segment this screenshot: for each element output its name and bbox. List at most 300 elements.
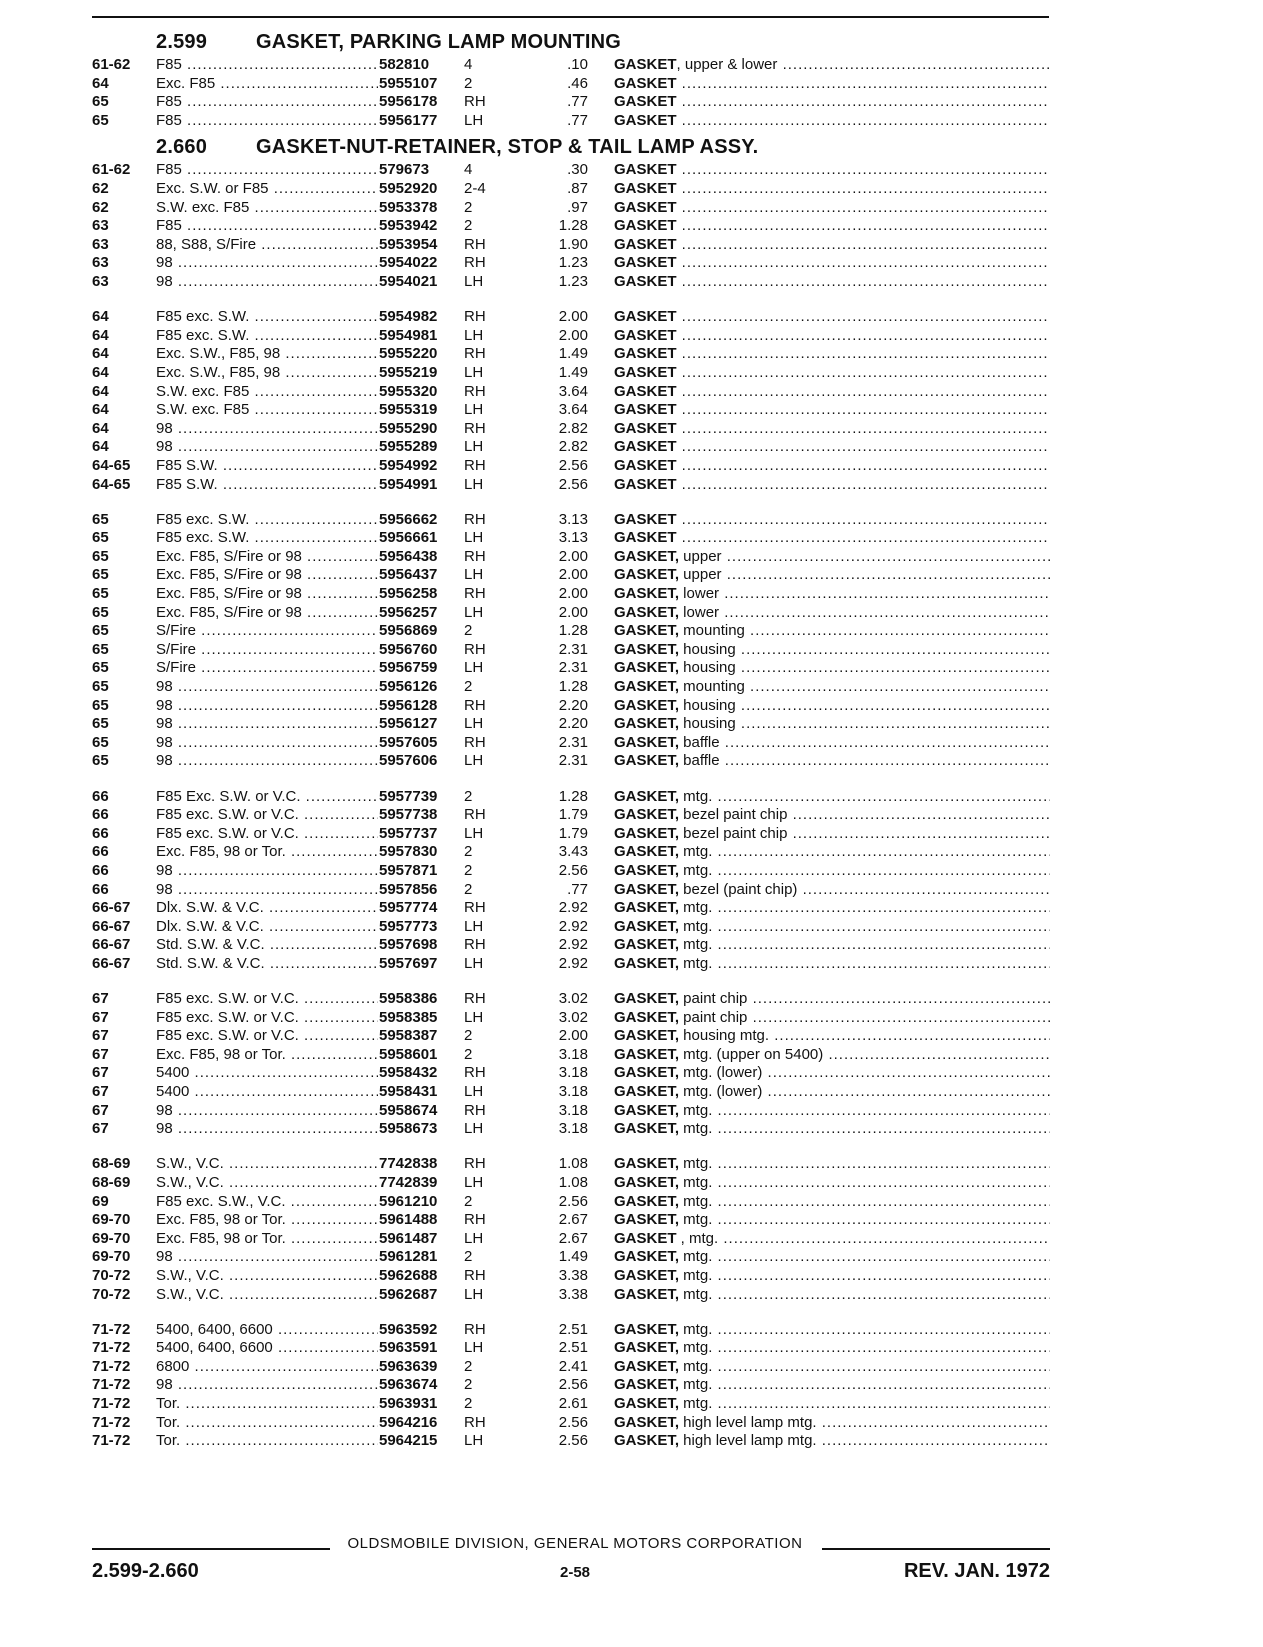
quantity-cell: 2 bbox=[464, 861, 473, 879]
description-bold: GASKET, bbox=[614, 936, 680, 954]
description-text: housing bbox=[679, 659, 736, 677]
quantity-cell: 2 bbox=[464, 1376, 473, 1394]
description-cell bbox=[614, 456, 1050, 475]
part-number-cell: 5962687 bbox=[379, 1285, 438, 1303]
description-bold: GASKET, bbox=[614, 752, 680, 770]
price-cell: 1.28 bbox=[558, 217, 588, 235]
year-cell: 64 bbox=[92, 345, 109, 363]
description-cell bbox=[614, 1119, 1050, 1138]
price-cell: 1.23 bbox=[558, 254, 588, 272]
description-text: mtg. bbox=[679, 954, 713, 972]
year-cell: 64 bbox=[92, 363, 109, 381]
description-cell bbox=[614, 547, 1050, 566]
part-number-cell: 5963592 bbox=[379, 1320, 438, 1338]
model-cell: 98 ..... bbox=[156, 696, 378, 715]
model-cell: Exc. F85, 98 or Tor. ..... bbox=[156, 1210, 378, 1229]
description-text: housing bbox=[679, 640, 736, 658]
model-cell: Exc. F85, 98 or Tor. ..... bbox=[156, 1045, 378, 1064]
model-cell: Tor. ..... bbox=[156, 1413, 378, 1432]
description-bold: GASKET, bbox=[614, 547, 680, 565]
part-number-cell: 5964215 bbox=[379, 1432, 438, 1450]
quantity-cell: RH bbox=[464, 990, 486, 1007]
description-text: upper bbox=[679, 547, 722, 565]
part-number-cell: 5954982 bbox=[379, 308, 438, 326]
footer-revision: REV. JAN. 1972 bbox=[903, 1560, 1050, 1582]
description-bold: GASKET bbox=[614, 273, 677, 290]
description-bold: GASKET, bbox=[614, 787, 680, 805]
part-number-cell: 5955290 bbox=[379, 419, 438, 437]
year-cell: 63 bbox=[92, 273, 109, 290]
part-number-cell: 5954992 bbox=[379, 456, 438, 474]
part-number-cell: 5957856 bbox=[379, 880, 438, 898]
description-cell bbox=[614, 824, 1050, 843]
price-cell: 2.92 bbox=[558, 917, 588, 935]
year-cell: 66 bbox=[92, 824, 109, 842]
description-bold: GASKET bbox=[614, 529, 677, 547]
description-text: paint chip bbox=[679, 1008, 748, 1026]
section-title bbox=[156, 133, 758, 161]
description-bold: GASKET, bbox=[614, 1395, 680, 1412]
price-cell: 2.56 bbox=[558, 1432, 588, 1450]
price-cell: 2.82 bbox=[558, 419, 588, 437]
price-cell: 2.20 bbox=[558, 696, 588, 714]
quantity-cell: LH bbox=[464, 363, 484, 381]
price-cell: 1.49 bbox=[558, 345, 588, 363]
year-cell: 64 bbox=[92, 438, 109, 456]
quantity-cell: LH bbox=[464, 326, 484, 344]
quantity-cell: RH bbox=[464, 345, 486, 363]
price-cell: 3.18 bbox=[558, 1064, 588, 1082]
model-cell: 88, S88, S/Fire ..... bbox=[156, 235, 378, 254]
model-cell: F85 exc. S.W., V.C. ..... bbox=[156, 1192, 378, 1211]
price-cell: 2.56 bbox=[558, 1376, 588, 1394]
description-bold: GASKET bbox=[614, 180, 677, 197]
description-text: paint chip bbox=[679, 990, 748, 1007]
year-cell: 64-65 bbox=[92, 456, 131, 474]
year-cell: 64 bbox=[92, 401, 109, 419]
model-cell: 98 ..... bbox=[156, 880, 378, 899]
description-bold: GASKET bbox=[614, 363, 677, 381]
part-number-cell: 5964216 bbox=[379, 1413, 438, 1431]
year-cell: 65 bbox=[92, 566, 109, 584]
description-cell bbox=[614, 272, 1050, 291]
footer-rule-left bbox=[92, 1548, 330, 1550]
description-bold: GASKET, bbox=[614, 1192, 680, 1210]
description-text: mtg. (lower) bbox=[679, 1083, 763, 1100]
year-cell: 65 bbox=[92, 585, 109, 602]
quantity-cell: LH bbox=[464, 917, 484, 935]
description-cell bbox=[614, 658, 1050, 677]
year-cell: 65 bbox=[92, 603, 109, 621]
price-cell: 2.00 bbox=[558, 308, 588, 326]
model-cell: 98 ..... bbox=[156, 253, 378, 272]
description-cell bbox=[614, 1357, 1050, 1376]
quantity-cell: LH bbox=[464, 529, 484, 547]
year-cell: 71-72 bbox=[92, 1376, 131, 1394]
description-text: mtg. bbox=[679, 1248, 713, 1266]
price-cell: 2.00 bbox=[558, 585, 588, 602]
model-cell: F85 ..... bbox=[156, 160, 378, 179]
part-number-cell: 5962688 bbox=[379, 1266, 438, 1284]
part-number-cell: 5956257 bbox=[379, 603, 438, 621]
year-cell: 65 bbox=[92, 752, 109, 770]
description-bold: GASKET, bbox=[614, 659, 680, 677]
quantity-cell: 2 bbox=[464, 622, 473, 640]
description-cell bbox=[614, 842, 1050, 861]
part-number-cell: 5957605 bbox=[379, 733, 438, 751]
model-cell: Exc. F85 ..... bbox=[156, 74, 378, 93]
price-cell: .10 bbox=[567, 56, 588, 73]
part-number-cell: 5956438 bbox=[379, 547, 438, 565]
year-cell: 68-69 bbox=[92, 1173, 131, 1191]
description-cell bbox=[614, 677, 1050, 696]
year-cell: 64 bbox=[92, 382, 109, 400]
description-bold: GASKET bbox=[614, 254, 677, 272]
quantity-cell: LH bbox=[464, 752, 484, 770]
part-number-cell: 5961281 bbox=[379, 1248, 438, 1266]
quantity-cell: 2 bbox=[464, 880, 473, 898]
part-number-cell: 5961488 bbox=[379, 1211, 438, 1229]
section-heading: GASKET-NUT-RETAINER, STOP & TAIL LAMP ASSY. bbox=[256, 136, 759, 159]
description-text: mtg. (lower) bbox=[679, 1064, 763, 1082]
price-cell: 2.00 bbox=[558, 326, 588, 344]
description-cell bbox=[614, 1413, 1050, 1432]
model-cell: F85 S.W. ..... bbox=[156, 456, 378, 475]
description-bold: GASKET, bbox=[614, 861, 680, 879]
price-cell: 3.02 bbox=[558, 1008, 588, 1026]
year-cell: 68-69 bbox=[92, 1155, 131, 1173]
part-number-cell: 5956128 bbox=[379, 696, 438, 714]
description-bold: GASKET bbox=[614, 161, 677, 179]
description-bold: GASKET, bbox=[614, 1248, 680, 1266]
section-number: 2.599 bbox=[156, 31, 208, 53]
description-cell bbox=[614, 55, 1050, 74]
model-cell: Exc. F85, S/Fire or 98 ..... bbox=[156, 584, 378, 603]
description-bold: GASKET, bbox=[614, 622, 680, 640]
part-number-cell: 5956760 bbox=[379, 640, 438, 658]
part-number-cell: 5957871 bbox=[379, 861, 438, 879]
model-cell: F85 ..... bbox=[156, 111, 378, 130]
price-cell: 3.02 bbox=[558, 990, 588, 1007]
year-cell: 65 bbox=[92, 93, 109, 111]
description-cell bbox=[614, 751, 1050, 770]
description-bold: GASKET, bbox=[614, 1357, 680, 1375]
description-text: housing mtg. bbox=[679, 1027, 770, 1045]
quantity-cell: RH bbox=[464, 733, 486, 751]
price-cell: 3.38 bbox=[558, 1285, 588, 1303]
quantity-cell: 2 bbox=[464, 678, 473, 695]
description-text: mtg. bbox=[679, 861, 713, 879]
model-cell: 6800 ..... bbox=[156, 1357, 378, 1376]
description-bold: GASKET bbox=[614, 308, 677, 326]
description-cell bbox=[614, 1045, 1050, 1064]
price-cell: 2.56 bbox=[558, 861, 588, 879]
year-cell: 63 bbox=[92, 254, 109, 272]
year-cell: 66 bbox=[92, 806, 109, 824]
quantity-cell: RH bbox=[464, 1155, 486, 1173]
price-cell: 2.82 bbox=[558, 438, 588, 456]
part-number-cell: 579673 bbox=[379, 161, 430, 179]
description-text: mtg. bbox=[679, 1211, 713, 1229]
part-number-cell: 582810 bbox=[379, 56, 430, 73]
description-bold: GASKET, bbox=[614, 824, 680, 842]
quantity-cell: LH bbox=[464, 1008, 484, 1026]
description-text: upper bbox=[679, 566, 722, 584]
year-cell: 66 bbox=[92, 861, 109, 879]
model-cell: 98 ..... bbox=[156, 751, 378, 770]
description-bold: GASKET, bbox=[614, 954, 680, 972]
description-cell bbox=[614, 880, 1050, 899]
description-cell bbox=[614, 1338, 1050, 1357]
price-cell: 3.18 bbox=[558, 1083, 588, 1100]
model-cell: Tor. ..... bbox=[156, 1431, 378, 1450]
part-number-cell: 5963931 bbox=[379, 1395, 438, 1412]
quantity-cell: LH bbox=[464, 715, 484, 733]
part-number-cell: 5955219 bbox=[379, 363, 438, 381]
quantity-cell: 2 bbox=[464, 74, 473, 92]
model-cell: F85 exc. S.W. ..... bbox=[156, 510, 378, 529]
part-number-cell: 7742838 bbox=[379, 1155, 438, 1173]
year-cell: 65 bbox=[92, 696, 109, 714]
year-cell: 67 bbox=[92, 1064, 109, 1082]
description-cell bbox=[614, 92, 1050, 111]
year-cell: 62 bbox=[92, 180, 109, 197]
quantity-cell: RH bbox=[464, 93, 486, 111]
description-text: mtg. bbox=[679, 936, 713, 954]
description-cell bbox=[614, 1375, 1050, 1394]
part-number-cell: 5958431 bbox=[379, 1083, 438, 1100]
model-cell: 5400 ..... bbox=[156, 1082, 378, 1101]
part-number-cell: 5957698 bbox=[379, 936, 438, 954]
description-cell bbox=[614, 621, 1050, 640]
year-cell: 71-72 bbox=[92, 1320, 131, 1338]
description-bold: GASKET, bbox=[614, 1008, 680, 1026]
part-number-cell: 5956662 bbox=[379, 510, 438, 528]
price-cell: 2.20 bbox=[558, 715, 588, 733]
model-cell: Tor. ..... bbox=[156, 1394, 378, 1413]
model-cell: F85 S.W. ..... bbox=[156, 475, 378, 494]
description-cell bbox=[614, 326, 1050, 345]
top-rule bbox=[92, 16, 1049, 18]
model-cell: F85 exc. S.W. ..... bbox=[156, 528, 378, 547]
model-cell: 98 ..... bbox=[156, 437, 378, 456]
part-number-cell: 5958673 bbox=[379, 1120, 438, 1138]
model-cell: 98 ..... bbox=[156, 677, 378, 696]
year-cell: 66 bbox=[92, 843, 109, 861]
quantity-cell: 2 bbox=[464, 1357, 473, 1375]
quantity-cell: RH bbox=[464, 235, 486, 253]
model-cell: Exc. S.W. or F85 ..... bbox=[156, 179, 378, 198]
price-cell: 2.61 bbox=[558, 1395, 588, 1412]
part-number-cell: 5957830 bbox=[379, 843, 438, 861]
price-cell: 2.92 bbox=[558, 936, 588, 954]
model-cell: F85 ..... bbox=[156, 216, 378, 235]
year-cell: 63 bbox=[92, 235, 109, 253]
description-text: mtg. bbox=[679, 917, 713, 935]
part-number-cell: 5956869 bbox=[379, 622, 438, 640]
model-cell: F85 Exc. S.W. or V.C. ..... bbox=[156, 787, 378, 806]
part-number-cell: 5957773 bbox=[379, 917, 438, 935]
year-cell: 65 bbox=[92, 678, 109, 695]
year-cell: 69 bbox=[92, 1192, 109, 1210]
year-cell: 67 bbox=[92, 1120, 109, 1138]
price-cell: .87 bbox=[567, 180, 588, 197]
description-text: mtg. bbox=[679, 1320, 713, 1338]
quantity-cell: 4 bbox=[464, 56, 473, 73]
quantity-cell: RH bbox=[464, 899, 486, 917]
quantity-cell: LH bbox=[464, 438, 484, 456]
description-bold: GASKET bbox=[614, 93, 677, 111]
year-cell: 64 bbox=[92, 74, 109, 92]
description-bold: GASKET, bbox=[614, 678, 680, 695]
model-cell: F85 exc. S.W. or V.C. ..... bbox=[156, 805, 378, 824]
description-bold: GASKET bbox=[614, 111, 677, 129]
description-bold: GASKET, bbox=[614, 1339, 680, 1357]
part-number-cell: 5958432 bbox=[379, 1064, 438, 1082]
part-number-cell: 5954981 bbox=[379, 326, 438, 344]
description-cell bbox=[614, 1063, 1050, 1082]
price-cell: 1.08 bbox=[558, 1173, 588, 1191]
description-text: bezel paint chip bbox=[679, 824, 788, 842]
description-bold: GASKET, bbox=[614, 1266, 680, 1284]
part-number-cell: 5955320 bbox=[379, 382, 438, 400]
price-cell: 1.28 bbox=[558, 622, 588, 640]
section-heading: GASKET, PARKING LAMP MOUNTING bbox=[256, 31, 622, 53]
description-bold: GASKET, bbox=[614, 917, 680, 935]
quantity-cell: LH bbox=[464, 1173, 484, 1191]
model-cell: F85 ..... bbox=[156, 55, 378, 74]
part-number-cell: 5957697 bbox=[379, 954, 438, 972]
description-cell bbox=[614, 1026, 1050, 1045]
model-cell: Std. S.W. & V.C. ..... bbox=[156, 935, 378, 954]
price-cell: 2.31 bbox=[558, 659, 588, 677]
quantity-cell: LH bbox=[464, 111, 484, 129]
price-cell: 3.18 bbox=[558, 1045, 588, 1063]
price-cell: .46 bbox=[567, 74, 588, 92]
model-cell: S.W. exc. F85 ..... bbox=[156, 382, 378, 401]
description-bold: GASKET, bbox=[614, 1064, 680, 1082]
description-text: mtg. bbox=[679, 899, 713, 917]
quantity-cell: RH bbox=[464, 585, 486, 602]
description-bold: GASKET bbox=[614, 510, 677, 528]
model-cell: Exc. F85, 98 or Tor. ..... bbox=[156, 1229, 378, 1248]
part-number-cell: 5953942 bbox=[379, 217, 438, 235]
year-cell: 69-70 bbox=[92, 1229, 131, 1247]
quantity-cell: LH bbox=[464, 1083, 484, 1100]
year-cell: 64-65 bbox=[92, 475, 131, 493]
description-cell bbox=[614, 898, 1050, 917]
price-cell: 3.64 bbox=[558, 382, 588, 400]
description-cell bbox=[614, 400, 1050, 419]
model-cell: 5400 ..... bbox=[156, 1063, 378, 1082]
price-cell: .77 bbox=[567, 93, 588, 111]
description-cell bbox=[614, 565, 1050, 584]
part-number-cell: 5958386 bbox=[379, 990, 438, 1007]
description-text: , mtg. bbox=[676, 1229, 719, 1247]
description-bold: GASKET, bbox=[614, 696, 680, 714]
price-cell: 3.64 bbox=[558, 401, 588, 419]
quantity-cell: RH bbox=[464, 456, 486, 474]
description-bold: GASKET bbox=[614, 345, 677, 363]
description-bold: GASKET, bbox=[614, 1045, 680, 1063]
section-title bbox=[156, 28, 621, 56]
model-cell: Exc. F85, S/Fire or 98 ..... bbox=[156, 547, 378, 566]
part-number-cell: 5956258 bbox=[379, 585, 438, 602]
description-bold: GASKET bbox=[614, 326, 677, 344]
price-cell: 2.31 bbox=[558, 733, 588, 751]
description-text: bezel paint chip bbox=[679, 806, 788, 824]
description-bold: GASKET, bbox=[614, 1083, 680, 1100]
description-bold: GASKET, bbox=[614, 843, 680, 861]
model-cell: 98 ..... bbox=[156, 419, 378, 438]
description-cell bbox=[614, 1431, 1050, 1450]
footer-page-number: 2-58 bbox=[560, 1564, 591, 1581]
description-bold: GASKET bbox=[614, 74, 677, 92]
description-bold: GASKET, bbox=[614, 1155, 680, 1173]
description-cell bbox=[614, 344, 1050, 363]
model-cell: 98 ..... bbox=[156, 1101, 378, 1120]
description-text: , upper & lower bbox=[676, 56, 778, 73]
description-cell bbox=[614, 235, 1050, 254]
year-cell: 65 bbox=[92, 510, 109, 528]
price-cell: 2.00 bbox=[558, 547, 588, 565]
part-number-cell: 5958385 bbox=[379, 1008, 438, 1026]
description-text: mtg. bbox=[679, 1395, 713, 1412]
quantity-cell: 2 bbox=[464, 1045, 473, 1063]
description-cell bbox=[614, 510, 1050, 529]
model-cell: 98 ..... bbox=[156, 1247, 378, 1266]
year-cell: 67 bbox=[92, 1083, 109, 1100]
model-cell: S.W., V.C. ..... bbox=[156, 1266, 378, 1285]
quantity-cell: 4 bbox=[464, 161, 473, 179]
model-cell: 98 ..... bbox=[156, 272, 378, 291]
description-cell bbox=[614, 253, 1050, 272]
year-cell: 64 bbox=[92, 308, 109, 326]
price-cell: 3.13 bbox=[558, 510, 588, 528]
price-cell: 2.92 bbox=[558, 954, 588, 972]
description-cell bbox=[614, 1285, 1050, 1304]
quantity-cell: LH bbox=[464, 824, 484, 842]
description-cell bbox=[614, 954, 1050, 973]
description-text: mounting bbox=[679, 622, 745, 640]
part-number-cell: 5956661 bbox=[379, 529, 438, 547]
description-cell bbox=[614, 696, 1050, 715]
quantity-cell: RH bbox=[464, 1101, 486, 1119]
price-cell: 2.56 bbox=[558, 456, 588, 474]
model-cell: F85 exc. S.W. ..... bbox=[156, 307, 378, 326]
description-bold: GASKET, bbox=[614, 566, 680, 584]
price-cell: 2.31 bbox=[558, 640, 588, 658]
model-cell: Exc. S.W., F85, 98 ..... bbox=[156, 363, 378, 382]
quantity-cell: 2 bbox=[464, 1248, 473, 1266]
quantity-cell: 2 bbox=[464, 198, 473, 216]
description-cell bbox=[614, 198, 1050, 217]
description-cell bbox=[614, 917, 1050, 936]
description-text: mtg. bbox=[679, 1155, 713, 1173]
quantity-cell: LH bbox=[464, 566, 484, 584]
quantity-cell: LH bbox=[464, 1120, 484, 1138]
price-cell: 1.08 bbox=[558, 1155, 588, 1173]
description-bold: GASKET bbox=[614, 438, 677, 456]
year-cell: 66-67 bbox=[92, 954, 131, 972]
description-bold: GASKET, bbox=[614, 1413, 680, 1431]
year-cell: 65 bbox=[92, 733, 109, 751]
year-cell: 69-70 bbox=[92, 1248, 131, 1266]
price-cell: 2.00 bbox=[558, 566, 588, 584]
price-cell: 1.28 bbox=[558, 678, 588, 695]
description-cell bbox=[614, 861, 1050, 880]
description-text: lower bbox=[679, 603, 720, 621]
